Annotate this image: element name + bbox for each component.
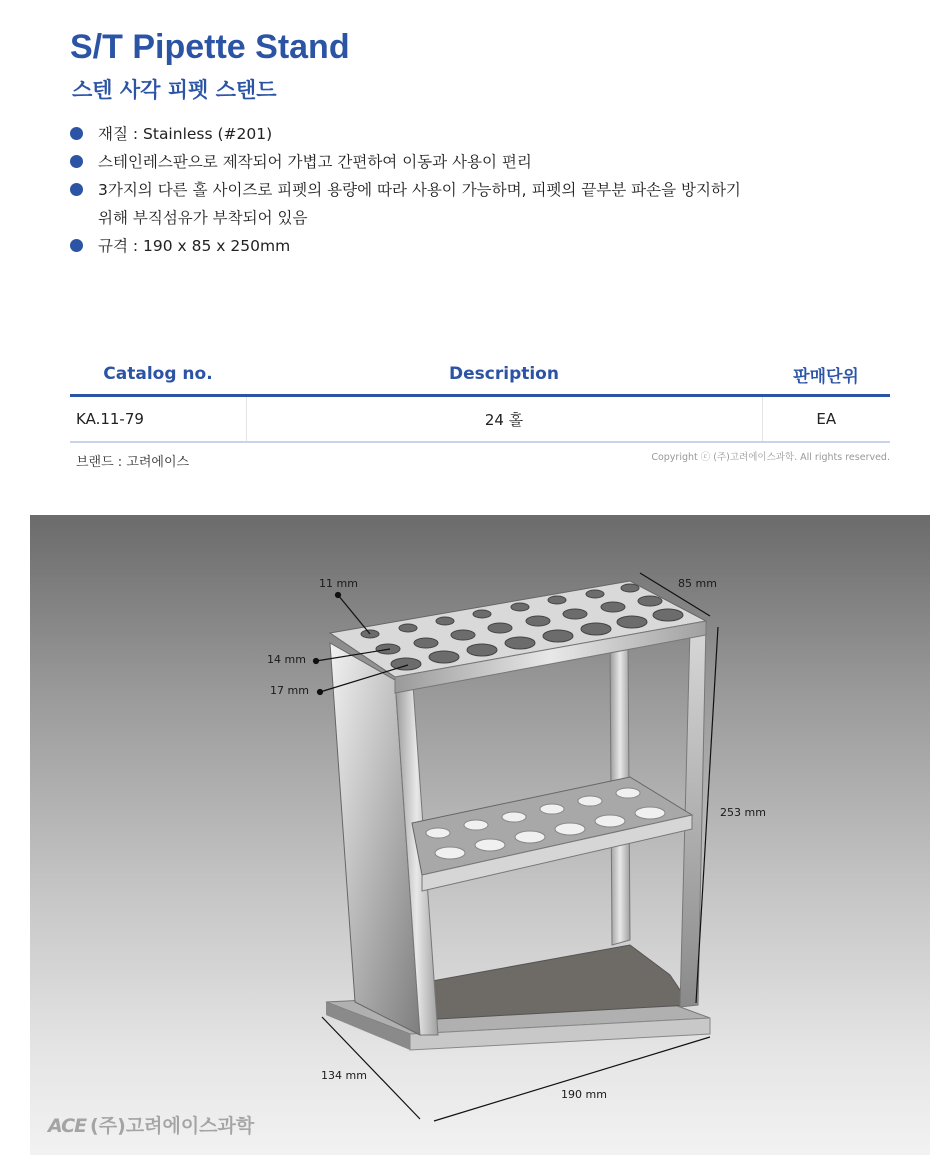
table-header-row: [70, 354, 890, 396]
dimension-label-hole-medium: 14 mm: [267, 653, 306, 666]
feature-text: 재질 : Stainless (#201): [98, 125, 273, 143]
cell-catalog-no: KA.11-79: [70, 396, 246, 443]
feature-item: [70, 120, 741, 148]
header-catalog-no: Catalog no.: [70, 354, 246, 396]
spec-table: [70, 354, 890, 443]
bullet-icon: [70, 127, 83, 140]
bullet-icon: [70, 183, 83, 196]
company-watermark: [48, 1111, 254, 1138]
company-logo-icon: ACE: [48, 1115, 87, 1137]
bullet-icon: [70, 155, 83, 168]
dimension-label-depth: 85 mm: [678, 577, 717, 590]
feature-text: 규격 : 190 x 85 x 250mm: [98, 237, 291, 255]
feature-text: 3가지의 다른 홀 사이즈로 피펫의 용량에 따라 사용이 가능하며, 피펫의 끝부분 파손을 방지하기: [98, 181, 741, 199]
product-photo: [30, 515, 930, 1155]
copyright-notice: Copyright ⓒ (주)고려에이스과학. All rights reserved.: [651, 452, 890, 463]
dimension-label-hole-small: 11 mm: [319, 577, 358, 590]
dimension-label-width: 190 mm: [561, 1088, 607, 1101]
dimension-label-height: 253 mm: [720, 806, 766, 819]
dimension-label-hole-large: 17 mm: [270, 684, 309, 697]
watermark-text: (주)고려에이스과학: [90, 1115, 255, 1137]
product-title: S/T Pipette Stand: [70, 28, 350, 66]
pipette-stand-illustration: [30, 515, 930, 1155]
feature-text: 스테인레스판으로 제작되어 가볍고 간편하여 이동과 사용이 편리: [98, 153, 532, 171]
header-description: Description: [246, 354, 762, 396]
feature-text-continued: 위해 부직섬유가 부착되어 있음: [98, 209, 308, 227]
table-row: [70, 396, 890, 443]
feature-item: [70, 232, 741, 260]
brand-label: 브랜드 : 고려에이스: [76, 455, 190, 470]
dimension-label-base-depth: 134 mm: [321, 1069, 367, 1082]
cell-sale-unit: EA: [762, 396, 890, 443]
cell-description: 24 홀: [246, 396, 762, 443]
feature-list: [70, 120, 741, 260]
bullet-icon: [70, 239, 83, 252]
product-subtitle-ko: 스텐 사각 피펫 스탠드: [72, 78, 277, 102]
feature-item: [70, 148, 741, 176]
header-sale-unit: 판매단위: [762, 354, 890, 396]
feature-item: [70, 176, 741, 232]
